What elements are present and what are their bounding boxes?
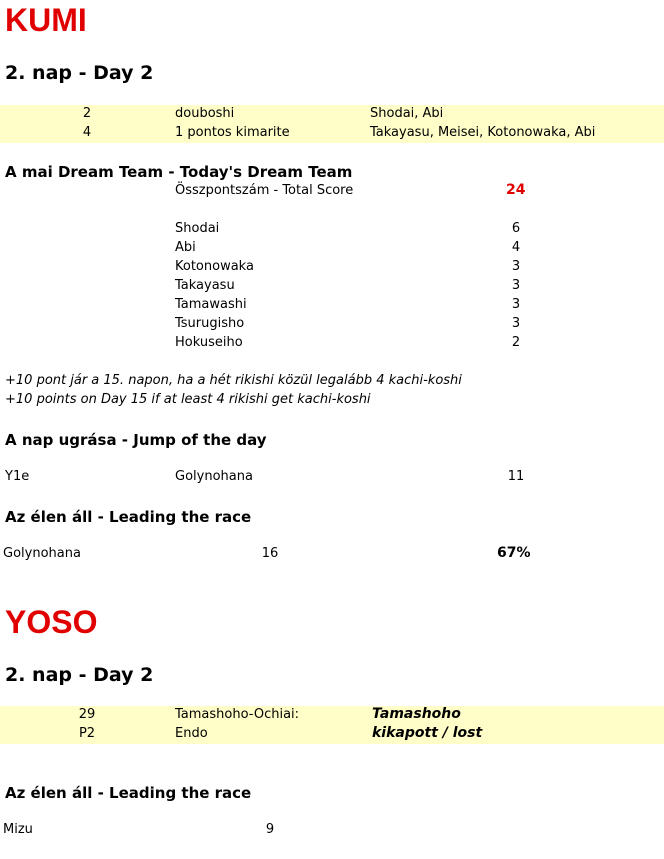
yoso-leading-heading-bold: Leading the race	[109, 784, 252, 802]
yoso-title: YOSO	[5, 604, 98, 640]
kumi-row-who: Takayasu, Meisei, Kotonowaka, Abi	[370, 125, 596, 140]
dream-member-points: 4	[511, 240, 521, 255]
dream-member-points: 3	[511, 297, 521, 312]
kumi-leader-points: 16	[261, 546, 279, 561]
dream-member-points: 2	[511, 335, 521, 350]
yoso-leader-points: 9	[265, 822, 275, 837]
yoso-row-num: 29	[78, 707, 96, 722]
bonus-note-en: +10 points on Day 15 if at least 4 rikishi get kachi-koshi	[5, 392, 371, 407]
dream-member-points: 6	[511, 221, 521, 236]
kumi-leader-name: Golynohana	[3, 546, 81, 561]
yoso-row-name: Endo	[175, 726, 208, 741]
kumi-day-heading: 2. nap - Day 2	[5, 62, 154, 84]
yoso-leader-name: Mizu	[3, 822, 33, 837]
kumi-row-who: Shodai, Abi	[370, 106, 444, 121]
kumi-row-num: 2	[82, 106, 92, 121]
dream-member-name: Tamawashi	[175, 297, 247, 312]
kumi-leading-heading-bold: Leading the race	[109, 508, 252, 526]
jump-heading-bold: Jump of the day	[133, 431, 267, 449]
yoso-row-result: Tamashoho	[372, 706, 461, 722]
kumi-row-name: 1 pontos kimarite	[175, 125, 290, 140]
dream-member-name: Abi	[175, 240, 196, 255]
dream-team-heading-plain: A mai Dream Team -	[5, 163, 180, 181]
kumi-leader-percent: 67%	[497, 545, 531, 561]
dream-member-points: 3	[511, 278, 521, 293]
dream-member-name: Hokuseiho	[175, 335, 243, 350]
dream-team-heading-bold: Today's Dream Team	[179, 163, 353, 181]
kumi-title: KUMI	[5, 2, 87, 38]
jump-value: 11	[507, 469, 525, 484]
jump-rank: Y1e	[5, 469, 30, 484]
dream-member-name: Kotonowaka	[175, 259, 254, 274]
dream-member-name: Shodai	[175, 221, 220, 236]
yoso-row-name: Tamashoho-Ochiai:	[175, 707, 300, 722]
yoso-row-result: kikapott / lost	[372, 725, 483, 741]
yoso-leading-heading-plain: Az élen áll -	[5, 784, 110, 802]
kumi-leading-heading	[5, 507, 251, 526]
jump-name: Golynohana	[175, 469, 253, 484]
kumi-row-num: 4	[82, 125, 92, 140]
kumi-row-name: douboshi	[175, 106, 235, 121]
yoso-leading-heading	[5, 783, 251, 802]
dream-member-name: Tsurugisho	[175, 316, 245, 331]
dream-member-points: 3	[511, 316, 521, 331]
total-score-value: 24	[506, 182, 526, 198]
total-score-label: Összpontszám - Total Score	[175, 183, 354, 198]
dream-member-points: 3	[511, 259, 521, 274]
jump-heading	[5, 430, 267, 449]
dream-team-heading	[5, 163, 352, 181]
kumi-leading-heading-plain: Az élen áll -	[5, 508, 110, 526]
dream-member-name: Takayasu	[175, 278, 235, 293]
bonus-note-hu: +10 pont jár a 15. napon, ha a hét rikishi közül legalább 4 kachi-koshi	[5, 373, 462, 388]
yoso-row-num: P2	[78, 726, 96, 741]
yoso-day-heading: 2. nap - Day 2	[5, 664, 154, 686]
jump-heading-plain: A nap ugrása -	[5, 431, 134, 449]
